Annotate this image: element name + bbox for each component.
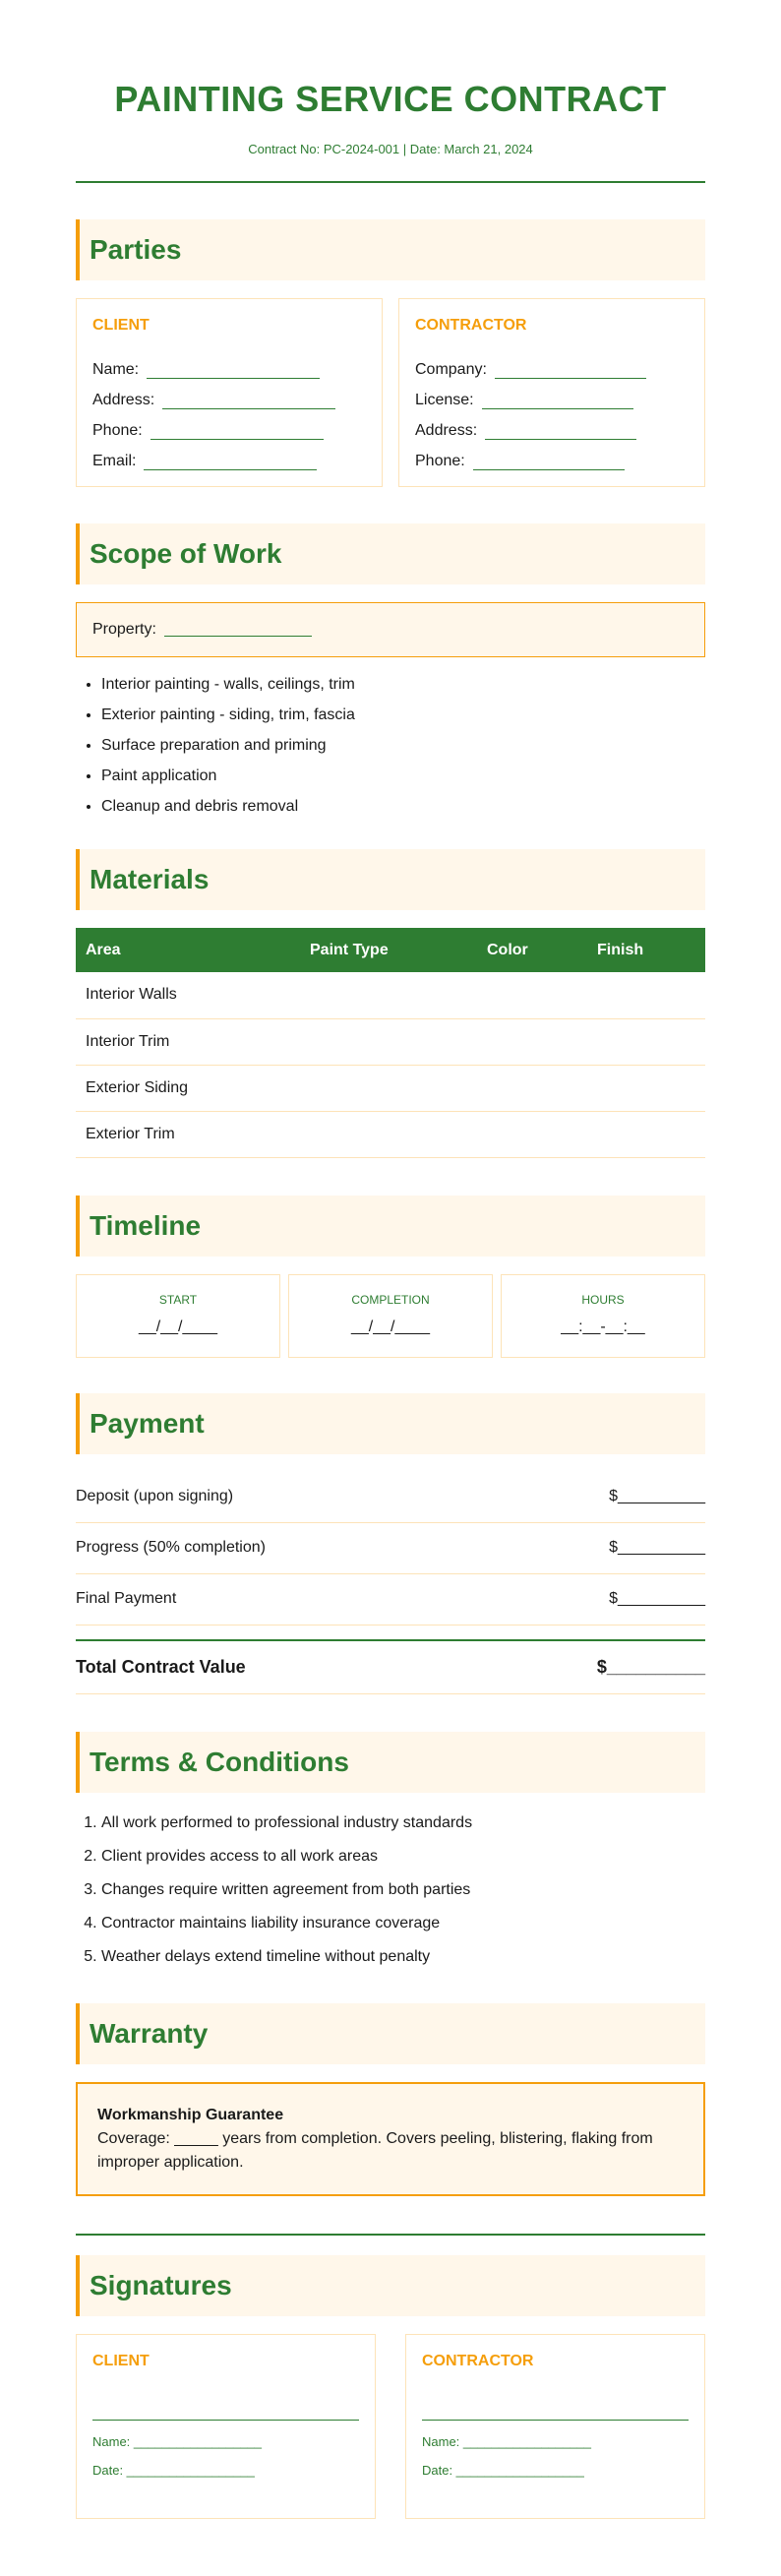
paint-type-cell[interactable] <box>300 1065 477 1111</box>
list-item: 2. Client provides access to all work areas <box>101 1840 705 1873</box>
payment-amount[interactable]: $__________ <box>609 1590 705 1607</box>
signatures-heading: Signatures <box>90 2269 232 2300</box>
col-area: Area <box>76 928 300 972</box>
col-color: Color <box>477 928 587 972</box>
col-paint-type: Paint Type <box>300 928 477 972</box>
table-row <box>76 1111 705 1157</box>
area-cell: Exterior Trim <box>76 1111 300 1157</box>
table-row <box>76 972 705 1018</box>
contractor-signature-title: CONTRACTOR <box>422 2352 534 2369</box>
payment-row-deposit <box>76 1472 705 1523</box>
paint-type-cell[interactable] <box>300 1018 477 1065</box>
payment-amount[interactable]: $__________ <box>609 1539 705 1556</box>
total-amount[interactable]: $__________ <box>596 1656 705 1677</box>
client-title: CLIENT <box>92 317 150 334</box>
client-signature-date[interactable]: Date: __________________ <box>92 2462 255 2478</box>
list-item: • Interior painting - walls, ceilings, trim <box>101 669 705 700</box>
payment-label: Deposit (upon signing) <box>76 1488 234 1504</box>
contractor-signature-line[interactable] <box>422 2420 689 2421</box>
contractor-phone-line[interactable] <box>473 457 625 470</box>
scope-list <box>76 669 705 822</box>
client-phone-field[interactable]: Phone: <box>92 409 366 440</box>
document-title: PAINTING SERVICE CONTRACT <box>114 79 667 119</box>
materials-table <box>76 928 705 1158</box>
area-cell: Interior Trim <box>76 1018 300 1065</box>
contractor-party-box <box>398 298 705 487</box>
hours-value[interactable]: __:__-__:__ <box>561 1318 645 1335</box>
terms-list <box>76 1807 705 1974</box>
client-name-line[interactable] <box>147 365 320 379</box>
paint-type-cell[interactable] <box>300 1111 477 1157</box>
client-address-line[interactable] <box>162 396 335 409</box>
area-cell: Exterior Siding <box>76 1065 300 1111</box>
table-header-row <box>76 928 705 972</box>
client-signature-box <box>76 2334 376 2519</box>
start-date-box[interactable] <box>76 1274 280 1358</box>
signatures-section <box>76 2255 705 2519</box>
property-field[interactable] <box>76 602 705 657</box>
contractor-signature-name[interactable]: Name: __________________ <box>422 2433 592 2449</box>
contract-number-date: Contract No: PC-2024-001 | Date: March 21, 2024 <box>248 142 533 156</box>
signatures-heading-bar <box>76 2255 705 2316</box>
color-cell[interactable] <box>477 1018 587 1065</box>
client-party-box <box>76 298 383 487</box>
completion-label: COMPLETION <box>351 1292 430 1307</box>
col-finish: Finish <box>587 928 705 972</box>
table-row <box>76 1065 705 1111</box>
hours-label: HOURS <box>581 1292 625 1307</box>
scope-heading: Scope of Work <box>90 538 282 569</box>
scope-section <box>76 523 705 822</box>
list-item: • Paint application <box>101 761 705 791</box>
contractor-phone-field[interactable]: Phone: <box>415 440 689 470</box>
payment-label: Final Payment <box>76 1590 177 1607</box>
completion-date-value[interactable]: __/__/____ <box>350 1318 431 1335</box>
warranty-section <box>76 2003 705 2196</box>
property-label: Property: <box>92 621 156 638</box>
contractor-license-field[interactable]: License: <box>415 379 689 409</box>
hours-box[interactable] <box>501 1274 705 1358</box>
payment-row-progress <box>76 1523 705 1574</box>
parties-heading: Parties <box>90 234 182 265</box>
contract-header <box>76 0 705 183</box>
warranty-heading-bar <box>76 2003 705 2064</box>
payment-heading: Payment <box>90 1407 205 1439</box>
scope-heading-bar <box>76 523 705 584</box>
contractor-signature-date[interactable]: Date: __________________ <box>422 2462 584 2478</box>
warranty-text: Coverage: _____ years from completion. Covers peeling, blistering, flaking from improper application. <box>97 2129 653 2171</box>
client-email-field[interactable]: Email: <box>92 440 366 470</box>
terms-section <box>76 1732 705 1974</box>
list-item: 5. Weather delays extend timeline without penalty <box>101 1940 705 1974</box>
timeline-section <box>76 1196 705 1358</box>
warranty-box <box>76 2082 705 2196</box>
contractor-license-line[interactable] <box>482 396 633 409</box>
list-item: 4. Contractor maintains liability insurance coverage <box>101 1907 705 1940</box>
materials-heading-bar <box>76 849 705 910</box>
timeline-heading: Timeline <box>90 1209 202 1241</box>
contractor-signature-box <box>405 2334 705 2519</box>
paint-type-cell[interactable] <box>300 972 477 1018</box>
client-address-field[interactable]: Address: <box>92 379 366 409</box>
terms-heading-bar <box>76 1732 705 1793</box>
payment-amount[interactable]: $__________ <box>609 1488 705 1504</box>
area-cell: Interior Walls <box>76 972 300 1018</box>
finish-cell[interactable] <box>587 1065 705 1111</box>
contractor-address-line[interactable] <box>485 426 636 440</box>
finish-cell[interactable] <box>587 972 705 1018</box>
contractor-address-field[interactable]: Address: <box>415 409 689 440</box>
list-item: • Exterior painting - siding, trim, fascia <box>101 700 705 730</box>
client-signature-title: CLIENT <box>92 2352 150 2369</box>
finish-cell[interactable] <box>587 1018 705 1065</box>
payment-list <box>76 1472 705 1694</box>
start-date-value[interactable]: __/__/____ <box>138 1318 218 1335</box>
terms-heading: Terms & Conditions <box>90 1746 349 1777</box>
materials-heading: Materials <box>90 864 210 894</box>
client-phone-line[interactable] <box>150 426 324 440</box>
list-item: • Surface preparation and priming <box>101 730 705 761</box>
finish-cell[interactable] <box>587 1111 705 1157</box>
header-divider <box>76 181 705 183</box>
property-line[interactable] <box>164 623 312 637</box>
parties-section <box>76 219 705 487</box>
warranty-heading: Warranty <box>90 2017 209 2049</box>
contractor-company-line[interactable] <box>495 365 646 379</box>
contractor-company-field[interactable]: Company: <box>415 348 689 379</box>
signatures-divider <box>76 2234 705 2236</box>
start-label: START <box>158 1292 198 1307</box>
client-signature-name[interactable]: Name: __________________ <box>92 2433 263 2449</box>
completion-date-box[interactable] <box>288 1274 493 1358</box>
client-name-field[interactable]: Name: <box>92 348 366 379</box>
contractor-title: CONTRACTOR <box>415 317 527 334</box>
client-email-line[interactable] <box>144 457 317 470</box>
color-cell[interactable] <box>477 1111 587 1157</box>
payment-label: Progress (50% completion) <box>76 1539 266 1556</box>
parties-heading-bar <box>76 219 705 280</box>
timeline-heading-bar <box>76 1196 705 1257</box>
payment-section <box>76 1393 705 1694</box>
color-cell[interactable] <box>477 1065 587 1111</box>
table-row <box>76 1018 705 1065</box>
color-cell[interactable] <box>477 972 587 1018</box>
list-item: • Cleanup and debris removal <box>101 791 705 822</box>
materials-section <box>76 849 705 1158</box>
payment-total-row <box>76 1639 705 1694</box>
warranty-title: Workmanship Guarantee <box>97 2106 284 2123</box>
list-item: 3. Changes require written agreement from both parties <box>101 1873 705 1907</box>
list-item: 1. All work performed to professional industry standards <box>101 1807 705 1840</box>
total-label: Total Contract Value <box>76 1656 246 1677</box>
payment-row-final <box>76 1574 705 1625</box>
payment-heading-bar <box>76 1393 705 1454</box>
client-signature-line[interactable] <box>92 2420 359 2421</box>
